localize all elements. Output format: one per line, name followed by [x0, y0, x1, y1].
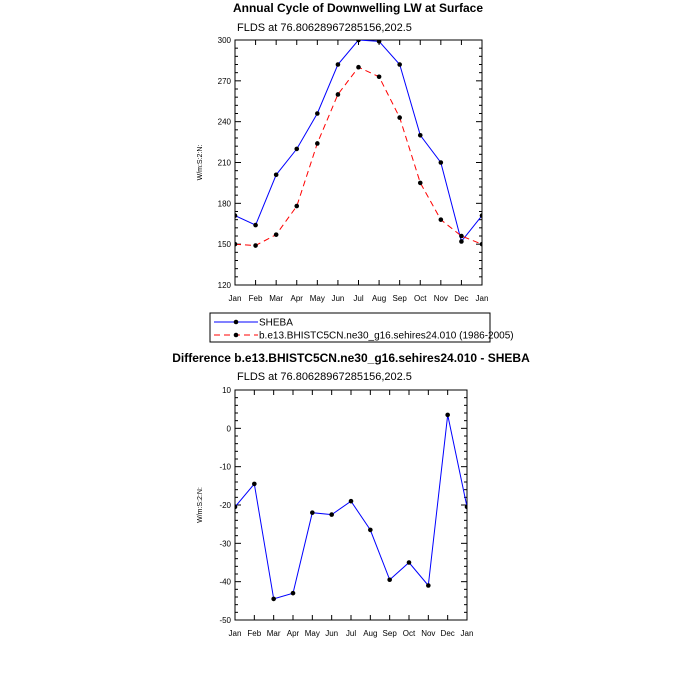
series-2 [233, 65, 485, 248]
data-point [294, 147, 299, 152]
y-tick-label: 300 [217, 36, 231, 45]
y-tick-label: 150 [217, 240, 231, 250]
chart-title: Annual Cycle of Downwelling LW at Surface [232, 1, 484, 15]
plot-frame [235, 40, 482, 285]
x-tick-label: Dec [440, 629, 455, 638]
x-tick-label: Dec [454, 294, 469, 303]
legend-label: SHEBA [259, 317, 293, 329]
data-point [252, 482, 257, 487]
chart-subtitle: FLDS at 76.80628967285156,202.5 [237, 22, 412, 34]
y-tick-label: 270 [217, 76, 231, 86]
data-point [274, 232, 279, 237]
x-tick-label: May [309, 294, 325, 303]
data-point [368, 528, 373, 533]
y-tick-label: -30 [219, 539, 231, 549]
data-point [407, 560, 412, 565]
chart-title: Difference b.e13.BHISTC5CN.ne30_g16.sehires24.010 - SHEBA [172, 351, 530, 365]
x-tick-label: Jan [475, 294, 489, 303]
data-point [329, 512, 334, 517]
data-point [349, 499, 354, 504]
data-point [291, 591, 296, 596]
data-point [274, 172, 279, 177]
x-tick-label: Jan [228, 294, 242, 303]
data-point [397, 62, 402, 67]
data-point [315, 141, 320, 146]
series-1 [233, 413, 470, 602]
x-tick-label: Aug [371, 294, 387, 303]
chart-2 [172, 351, 530, 638]
data-point [445, 413, 450, 418]
y-tick-label: 10 [222, 386, 231, 395]
data-point [315, 111, 320, 116]
y-tick-label: 240 [217, 117, 231, 127]
x-tick-label: Apr [286, 629, 300, 638]
data-point [253, 223, 258, 228]
data-point [271, 597, 276, 602]
data-point [439, 160, 444, 165]
y-axis-label: W/m:S:2:N: [197, 144, 204, 181]
data-point [459, 239, 464, 244]
legend [210, 313, 514, 342]
x-tick-label: Feb [248, 294, 263, 303]
data-point [233, 213, 238, 218]
legend-marker [234, 333, 239, 338]
x-tick-label: Feb [247, 629, 262, 638]
data-point [465, 505, 470, 510]
x-tick-label: Jun [331, 294, 345, 303]
x-tick-label: Jun [325, 629, 339, 638]
y-tick-label: -10 [219, 462, 231, 472]
data-point [418, 181, 423, 186]
x-tick-label: May [304, 629, 320, 638]
x-tick-label: Sep [392, 294, 407, 303]
chart-1 [197, 1, 514, 342]
y-tick-label: -40 [219, 577, 231, 587]
data-point [418, 133, 423, 138]
data-point [336, 92, 341, 97]
x-tick-label: Jan [228, 629, 242, 638]
data-point [356, 65, 361, 70]
x-tick-label: Apr [290, 294, 303, 303]
y-tick-label: 180 [217, 199, 231, 209]
chart-subtitle: FLDS at 76.80628967285156,202.5 [237, 371, 412, 383]
x-tick-label: Nov [433, 294, 448, 303]
data-point [439, 217, 444, 222]
data-point [377, 74, 382, 79]
data-point [294, 204, 299, 209]
x-tick-label: Jul [345, 629, 357, 638]
y-tick-label: -20 [219, 501, 231, 510]
data-point [426, 583, 431, 588]
series-line [235, 415, 467, 599]
plot-frame [235, 390, 467, 620]
data-point [356, 38, 361, 43]
y-tick-label: 120 [217, 281, 231, 290]
x-tick-label: Jan [460, 629, 474, 638]
data-point [253, 243, 258, 248]
y-tick-label: 0 [226, 424, 231, 434]
data-point [233, 242, 238, 247]
series-line [235, 40, 482, 241]
y-tick-label: 210 [217, 158, 231, 168]
legend-marker [234, 320, 239, 325]
x-tick-label: Nov [421, 629, 436, 638]
data-point [397, 115, 402, 120]
x-tick-label: Oct [414, 294, 427, 303]
data-point [480, 242, 485, 247]
y-tick-label: -50 [219, 616, 231, 625]
data-point [480, 213, 485, 218]
data-point [459, 234, 464, 239]
x-tick-label: Mar [269, 294, 284, 303]
data-point [387, 577, 392, 582]
x-tick-label: Aug [363, 629, 378, 638]
legend-label: b.e13.BHISTC5CN.ne30_g16.sehires24.010 (1986-2005) [259, 330, 514, 342]
x-tick-label: Jul [353, 294, 364, 303]
x-tick-label: Sep [382, 629, 397, 638]
series-line [235, 67, 482, 245]
x-tick-label: Oct [402, 629, 416, 638]
data-point [336, 62, 341, 67]
x-tick-label: Mar [266, 629, 281, 638]
data-point [233, 505, 238, 510]
data-point [310, 510, 315, 515]
y-axis-label: W/m:S:2:N: [197, 487, 204, 523]
